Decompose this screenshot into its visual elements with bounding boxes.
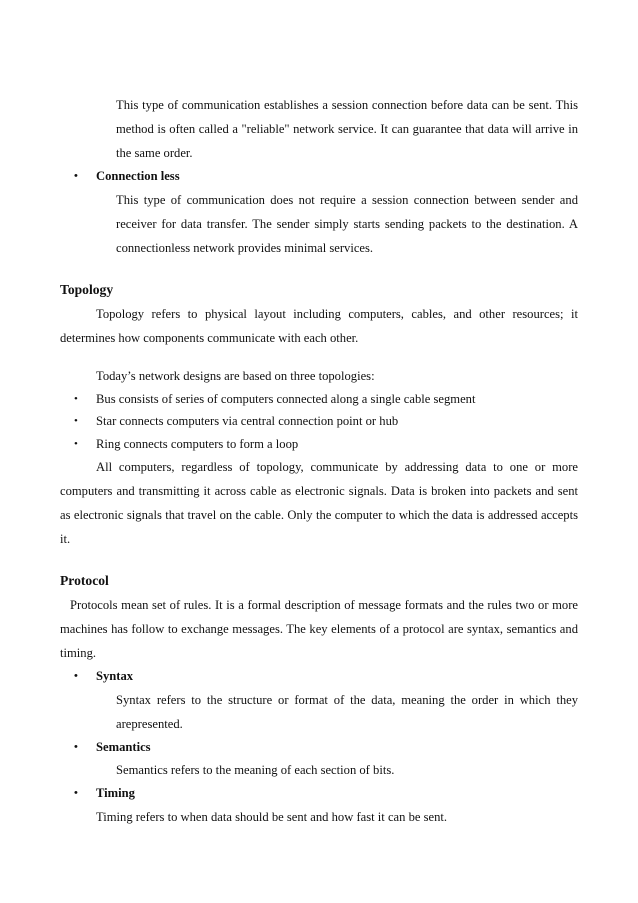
bullet-icon: • xyxy=(74,787,78,799)
topology-item-ring xyxy=(60,433,578,456)
topology-paragraph: Topology refers to physical layout including computers, cables, and other resources; it determines how components communicate with each other. xyxy=(60,306,578,345)
bullet-icon: • xyxy=(74,437,78,450)
protocol-heading: Protocol xyxy=(60,573,109,588)
topology-paragraph-2: All computers, regardless of topology, communicate by addressing data to one or more computers and transmitting it across cable as electronic signals. Data is broken into packets and sent as electronic signals that travel on the cable. Only the computer to which the data is addressed accepts it. xyxy=(60,460,578,546)
topology-item-text: Star connects computers via central connection point or hub xyxy=(96,414,399,428)
syntax-label: Syntax xyxy=(96,669,134,683)
connection-less-label: Connection less xyxy=(96,169,180,183)
timing-label: Timing xyxy=(96,786,135,800)
connection-oriented-paragraph: This type of communication establishes a session connection before data can be sent. This method is often called a "reliable" network service. It can guarantee that data will arrive in the same order. xyxy=(116,98,578,160)
bullet-icon: • xyxy=(74,392,78,405)
topology-intro: Today’s network designs are based on three topologies: xyxy=(96,368,375,383)
topology-heading: Topology xyxy=(60,281,114,297)
bullet-icon: • xyxy=(74,415,78,427)
semantics-bullet xyxy=(60,736,578,759)
syntax-paragraph: Syntax refers to the structure or format of the data, meaning the order in which they arepresented. xyxy=(116,692,578,731)
document-page xyxy=(60,93,578,829)
semantics-paragraph: Semantics refers to the meaning of each section of bits. xyxy=(116,763,395,777)
topology-item-text: Bus consists of series of computers connected along a single cable segment xyxy=(96,391,476,406)
timing-bullet xyxy=(60,782,578,805)
connection-less-paragraph: This type of communication does not require a session connection between sender and receiver for data transfer. The sender simply starts sending packets to the destination. A connectionless network provides minimal services. xyxy=(116,192,578,255)
connection-less-bullet xyxy=(60,165,578,188)
bullet-icon: • xyxy=(74,670,78,682)
bullet-icon: • xyxy=(74,170,78,182)
topology-item-bus xyxy=(60,388,578,411)
bullet-icon: • xyxy=(74,740,78,753)
semantics-label: Semantics xyxy=(96,739,151,754)
protocol-paragraph: Protocols mean set of rules. It is a formal description of message formats and the rules two or more machines has follow to exchange messages. The key elements of a protocol are syntax, semantics and timing. xyxy=(60,598,578,660)
timing-paragraph: Timing refers to when data should be sent and how fast it can be sent. xyxy=(96,809,448,824)
topology-item-text: Ring connects computers to form a loop xyxy=(96,436,299,451)
topology-item-star xyxy=(60,410,578,433)
syntax-bullet xyxy=(60,665,578,688)
